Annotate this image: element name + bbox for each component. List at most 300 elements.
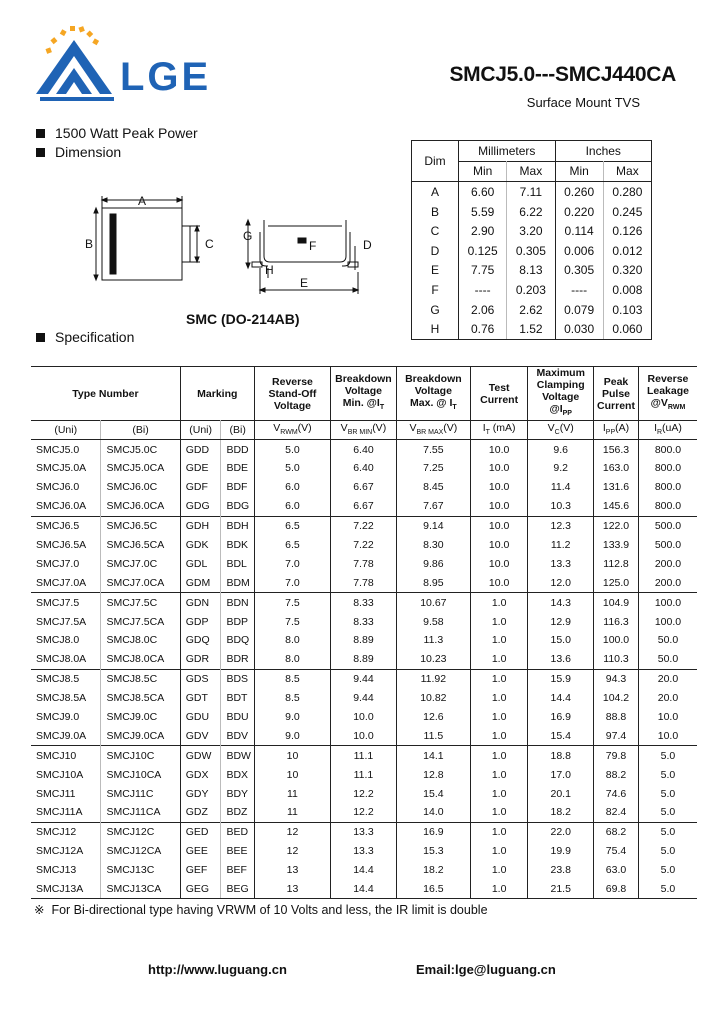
cell-vc: 14.3 [528,593,594,612]
cell-vbr-min: 6.67 [331,497,397,516]
cell-vbr-max: 12.8 [396,765,470,784]
cell-vbr-min: 6.40 [331,459,397,478]
table-row [31,689,697,708]
header-mm-max: Max [507,161,555,182]
cell-ir: 5.0 [660,864,676,877]
header-in-max: Max [603,161,651,182]
cell-ir: 800.0 [654,462,682,475]
dim-cell-in-min: ---- [555,280,603,300]
cell-vbr-max: 10.23 [396,650,470,669]
cell-vbr-min: 11.1 [331,765,397,784]
cell-it: 10.0 [470,573,527,592]
cell-vrwm: 6.0 [254,497,330,516]
cell-vrwm: 12 [254,822,330,841]
cell-vbr-max: 9.58 [396,612,470,631]
cell-ir: 200.0 [654,557,682,570]
cell-type-uni: SMCJ7.0A [31,573,101,592]
cell-vbr-min: 12.2 [331,803,397,822]
cell-ir: 500.0 [654,538,682,551]
cell-type-bi: SMCJ13CA [101,880,180,899]
header-test-current: Test Current [470,367,527,421]
cell-type-uni: SMCJ12A [31,842,101,861]
cell-ipp: 69.8 [594,880,639,899]
cell-marking-uni: GEG [180,880,221,899]
cell-marking-bi: BEG [221,880,254,899]
subheader-marking-bi: (Bi) [221,421,254,440]
dim-cell-in-min: 0.006 [555,241,603,261]
header-marking: Marking [180,367,254,421]
cell-type-bi: SMCJ5.0CA [101,459,180,478]
dim-cell-dim: E [412,261,459,281]
dim-label-a: A [138,194,147,208]
cell-type-bi: SMCJ8.5CA [101,689,180,708]
header-inches: Inches [555,141,652,162]
dim-cell-dim: C [412,221,459,241]
cell-ipp: 156.3 [594,440,639,459]
specification-table [31,366,697,899]
package-name: SMC (DO-214AB) [186,311,300,327]
dim-cell-dim: G [412,300,459,320]
cell-vbr-max: 10.67 [396,593,470,612]
cell-vbr-min: 6.67 [331,478,397,497]
table-row [31,880,697,899]
dim-cell-mm-min: 7.75 [459,261,507,281]
cell-type-uni: SMCJ13 [31,861,101,880]
dimension-row [412,261,652,281]
feature-peak-power [36,125,198,141]
table-row [31,765,697,784]
dim-cell-mm-min: ---- [459,280,507,300]
cell-marking-uni: GDP [180,612,221,631]
cell-vc: 15.4 [528,726,594,745]
cell-type-bi: SMCJ6.5CA [101,536,180,555]
package-outline-drawing [72,186,392,301]
table-row [31,554,697,573]
cell-vc: 15.9 [528,669,594,688]
cell-it: 10.0 [470,536,527,555]
table-row [31,746,697,765]
dimension-header-row [412,141,652,162]
cell-type-uni: SMCJ12 [31,822,101,841]
cell-vc: 10.3 [528,497,594,516]
cell-type-uni: SMCJ6.0A [31,497,101,516]
dim-label-b: B [85,237,94,251]
dim-cell-in-max: 0.012 [603,241,651,261]
cell-marking-bi: BDZ [221,803,254,822]
cell-type-uni: SMCJ7.5A [31,612,101,631]
cell-marking-bi: BDL [221,554,254,573]
cell-it: 1.0 [470,612,527,631]
cell-marking-bi: BDG [221,497,254,516]
cell-vrwm: 8.0 [254,631,330,650]
cell-marking-uni: GDN [180,593,221,612]
cell-marking-bi: BEF [221,861,254,880]
cell-type-bi: SMCJ10CA [101,765,180,784]
cell-vbr-max: 18.2 [396,861,470,880]
footnote-text: For Bi-directional type having VRWM of 10 Volts and less, the IR limit is double [51,903,488,917]
dim-cell-mm-min: 6.60 [459,182,507,202]
cell-marking-bi: BED [221,822,254,841]
cell-ipp: 74.6 [594,784,639,803]
cell-vbr-max: 16.9 [396,822,470,841]
subheader-vbr-min: $V_{BR MIN}(V)$ [331,421,397,440]
cell-it: 10.0 [470,516,527,535]
cell-vrwm: 6.5 [254,536,330,555]
cell-it: 1.0 [470,650,527,669]
cell-it: 10.0 [470,459,527,478]
cell-vc: 21.5 [528,880,594,899]
table-row [31,459,697,478]
cell-marking-bi: BDT [221,689,254,708]
cell-vc: 20.1 [528,784,594,803]
part-subtitle: Surface Mount TVS [526,95,640,110]
cell-vbr-min: 12.2 [331,784,397,803]
dimension-table [411,140,652,340]
cell-vrwm: 13 [254,861,330,880]
cell-it: 1.0 [470,784,527,803]
cell-ir: 800.0 [654,500,682,513]
cell-it: 1.0 [470,726,527,745]
cell-marking-bi: BDS [221,669,254,688]
bullet-square-icon [36,333,45,342]
cell-type-uni: SMCJ11 [31,784,101,803]
cell-marking-uni: GDK [180,536,221,555]
cell-ipp: 145.6 [594,497,639,516]
cell-marking-uni: GDQ [180,631,221,650]
cell-vc: 18.8 [528,746,594,765]
cell-marking-uni: GDU [180,708,221,727]
cell-ir: 100.0 [654,615,682,628]
cell-ir: 5.0 [660,787,676,800]
cell-vrwm: 11 [254,784,330,803]
spec-header-row [31,367,697,421]
table-row [31,822,697,841]
cell-ir: 500.0 [638,516,697,535]
table-row [31,650,697,669]
cell-vrwm: 5.0 [254,459,330,478]
cell-marking-bi: BDU [221,708,254,727]
cell-ir: 100.0 [638,593,697,612]
cell-marking-bi: BDP [221,612,254,631]
header-in-min: Min [555,161,603,182]
cell-type-bi: SMCJ7.5CA [101,612,180,631]
cell-vc: 16.9 [528,708,594,727]
table-row [31,593,697,612]
cell-marking-bi: BDD [221,440,254,459]
cell-ipp: 88.8 [594,708,639,727]
bullet-square-icon [36,129,45,138]
dim-cell-dim: F [412,280,459,300]
cell-type-bi: SMCJ5.0C [101,440,180,459]
cell-type-bi: SMCJ11CA [101,803,180,822]
cell-marking-bi: BDF [221,478,254,497]
cell-vbr-min: 7.78 [331,573,397,592]
dim-cell-mm-min: 5.59 [459,202,507,222]
bullet-square-icon [36,148,45,157]
cell-ir: 5.0 [660,845,676,858]
reference-mark-icon: ※ [34,903,45,917]
cell-it: 1.0 [470,631,527,650]
cell-vrwm: 6.5 [254,516,330,535]
cell-type-bi: SMCJ8.5C [101,669,180,688]
cell-it: 1.0 [470,765,527,784]
cell-marking-uni: GDH [180,516,221,535]
spec-subheader-row [31,421,697,440]
header-type-number: Type Number [31,367,180,421]
cell-ir: 20.0 [657,692,679,705]
cell-type-uni: SMCJ6.5 [31,516,101,535]
dim-label-h: H [265,263,274,277]
subheader-ipp: $I_{PP}(A)$ [594,421,639,440]
cell-ipp: 68.2 [594,822,639,841]
cell-marking-uni: GDF [180,478,221,497]
cell-marking-uni: GDY [180,784,221,803]
cell-marking-bi: BDR [221,650,254,669]
table-row [31,631,697,650]
cell-vc: 14.4 [528,689,594,708]
cell-vc: 12.0 [528,573,594,592]
dim-label-d: D [363,238,372,252]
dimension-row [412,241,652,261]
cell-type-uni: SMCJ9.0A [31,726,101,745]
dimension-row [412,221,652,241]
cell-it: 1.0 [470,669,527,688]
cell-vbr-max: 14.0 [396,803,470,822]
dim-cell-in-max: 0.060 [603,319,651,339]
header-dim: Dim [412,141,459,182]
cell-type-uni: SMCJ8.5 [31,669,101,688]
subheader-uni: (Uni) [31,421,101,440]
cell-vbr-max: 10.82 [396,689,470,708]
cell-vbr-max: 7.67 [396,497,470,516]
cell-ipp: 110.3 [594,650,639,669]
dim-cell-in-max: 0.126 [603,221,651,241]
cell-type-uni: SMCJ8.0A [31,650,101,669]
subheader-vbr-max: $V_{BR MAX}(V)$ [396,421,470,440]
cell-vbr-min: 8.89 [331,631,397,650]
cell-marking-uni: GDG [180,497,221,516]
cell-type-bi: SMCJ8.0C [101,631,180,650]
table-row [31,708,697,727]
cell-type-uni: SMCJ8.5A [31,689,101,708]
cell-vbr-min: 9.44 [331,669,397,688]
dim-cell-in-min: 0.260 [555,182,603,202]
dim-cell-dim: H [412,319,459,339]
dim-cell-in-max: 0.008 [603,280,651,300]
cell-vbr-min: 7.22 [331,516,397,535]
cell-marking-uni: GDL [180,554,221,573]
cell-vc: 19.9 [528,842,594,861]
dim-cell-mm-max: 0.305 [507,241,555,261]
cell-vbr-max: 11.92 [396,669,470,688]
cell-marking-uni: GDE [180,459,221,478]
table-row [31,536,697,555]
dim-cell-mm-max: 8.13 [507,261,555,281]
dim-label-e: E [300,276,309,290]
cell-vc: 12.9 [528,612,594,631]
cell-vc: 23.8 [528,861,594,880]
cell-marking-uni: GDD [180,440,221,459]
table-row [31,861,697,880]
cell-vbr-max: 11.3 [396,631,470,650]
cell-it: 1.0 [470,593,527,612]
dim-cell-mm-min: 0.76 [459,319,507,339]
cell-vbr-max: 8.30 [396,536,470,555]
cell-ipp: 163.0 [594,459,639,478]
subheader-bi: (Bi) [101,421,180,440]
cell-ir: 50.0 [657,653,679,666]
website-link[interactable]: http://www.luguang.cn [148,962,287,977]
cell-vrwm: 9.0 [254,708,330,727]
cell-marking-uni: GDZ [180,803,221,822]
part-title: SMCJ5.0---SMCJ440CA [449,63,676,86]
company-logo [32,26,232,102]
cell-type-bi: SMCJ6.0CA [101,497,180,516]
cell-vbr-min: 7.22 [331,536,397,555]
dim-cell-in-max: 0.103 [603,300,651,320]
cell-it: 1.0 [470,746,527,765]
cell-ir: 200.0 [654,576,682,589]
cell-it: 1.0 [470,842,527,861]
cell-ir: 5.0 [638,746,697,765]
header-mm-min: Min [459,161,507,182]
feature-specification [36,329,134,345]
email-link[interactable]: Email:lge@luguang.cn [416,962,556,977]
cell-it: 10.0 [470,497,527,516]
header-peak-pulse-current: Peak Pulse Current [594,367,639,421]
cell-type-uni: SMCJ8.0 [31,631,101,650]
cell-vbr-min: 7.78 [331,554,397,573]
table-row [31,669,697,688]
table-row [31,478,697,497]
cell-marking-uni: GDX [180,765,221,784]
cell-vbr-min: 8.33 [331,593,397,612]
cell-ipp: 79.8 [594,746,639,765]
dim-cell-in-min: 0.114 [555,221,603,241]
cell-marking-bi: BDN [221,593,254,612]
cell-type-uni: SMCJ11A [31,803,101,822]
cell-vbr-min: 9.44 [331,689,397,708]
cell-vbr-min: 13.3 [331,842,397,861]
cell-marking-bi: BDM [221,573,254,592]
dim-cell-mm-max: 0.203 [507,280,555,300]
dim-label-g: G [243,229,253,243]
cell-vbr-min: 8.33 [331,612,397,631]
cell-ir: 5.0 [638,822,697,841]
cell-type-uni: SMCJ5.0A [31,459,101,478]
table-row [31,726,697,745]
cell-vbr-min: 10.0 [331,726,397,745]
cell-ipp: 104.9 [594,593,639,612]
cell-ir: 5.0 [660,806,676,819]
dim-cell-dim: B [412,202,459,222]
cell-type-uni: SMCJ10A [31,765,101,784]
cell-vrwm: 7.5 [254,612,330,631]
cell-type-bi: SMCJ6.0C [101,478,180,497]
subheader-vrwm: $V_{RWM}(V)$ [254,421,330,440]
cell-it: 1.0 [470,880,527,899]
cell-type-uni: SMCJ7.0 [31,554,101,573]
cell-ir: 800.0 [654,481,682,494]
table-row [31,440,697,459]
cell-ipp: 112.8 [594,554,639,573]
cell-vrwm: 6.0 [254,478,330,497]
cell-vrwm: 8.5 [254,689,330,708]
cell-marking-bi: BDV [221,726,254,745]
cell-ir: 10.0 [657,729,679,742]
cell-ir: 10.0 [657,711,679,723]
dim-cell-dim: D [412,241,459,261]
cell-vbr-min: 10.0 [331,708,397,727]
cell-it: 10.0 [470,440,527,459]
cell-type-bi: SMCJ6.5C [101,516,180,535]
cell-marking-bi: BDY [221,784,254,803]
cell-vrwm: 5.0 [254,440,330,459]
header-standoff-voltage: Reverse Stand-Off Voltage [254,367,330,421]
cell-vbr-max: 15.3 [396,842,470,861]
cell-vc: 18.2 [528,803,594,822]
cell-vbr-max: 8.95 [396,573,470,592]
cell-marking-bi: BDW [221,746,254,765]
cell-vbr-max: 7.55 [396,440,470,459]
cell-vc: 13.6 [528,650,594,669]
dim-cell-in-max: 0.280 [603,182,651,202]
feature-text: Dimension [55,144,122,160]
cell-type-bi: SMCJ13C [101,861,180,880]
cell-marking-bi: BDE [221,459,254,478]
cell-vbr-max: 15.4 [396,784,470,803]
cell-marking-uni: GDT [180,689,221,708]
cell-vrwm: 8.5 [254,669,330,688]
cell-it: 10.0 [470,554,527,573]
dim-cell-in-min: 0.030 [555,319,603,339]
cell-it: 1.0 [470,708,527,727]
cell-it: 1.0 [470,689,527,708]
cell-vrwm: 8.0 [254,650,330,669]
cell-ipp: 94.3 [594,669,639,688]
feature-text: 1500 Watt Peak Power [55,125,198,141]
cell-vbr-min: 8.89 [331,650,397,669]
cell-vc: 13.3 [528,554,594,573]
dim-cell-mm-max: 1.52 [507,319,555,339]
cell-marking-bi: BDK [221,536,254,555]
dimension-row [412,182,652,202]
cell-ir: 20.0 [638,669,697,688]
cell-marking-uni: GDM [180,573,221,592]
cell-vrwm: 9.0 [254,726,330,745]
cell-marking-uni: GED [180,822,221,841]
brand-wordmark: LGE [120,55,212,99]
cell-ipp: 116.3 [594,612,639,631]
table-row [31,842,697,861]
cell-ir: 800.0 [654,443,682,456]
cell-vrwm: 7.0 [254,573,330,592]
dim-cell-in-max: 0.320 [603,261,651,281]
cell-vc: 12.3 [528,516,594,535]
dim-cell-mm-max: 3.20 [507,221,555,241]
cell-vbr-min: 11.1 [331,746,397,765]
cell-vc: 11.2 [528,536,594,555]
cell-type-uni: SMCJ10 [31,746,101,765]
cell-vbr-max: 9.86 [396,554,470,573]
cell-vrwm: 13 [254,880,330,899]
cell-it: 1.0 [470,803,527,822]
cell-vc: 15.0 [528,631,594,650]
subheader-marking-uni: (Uni) [180,421,221,440]
cell-ipp: 82.4 [594,803,639,822]
cell-vrwm: 12 [254,842,330,861]
cell-type-bi: SMCJ12CA [101,842,180,861]
